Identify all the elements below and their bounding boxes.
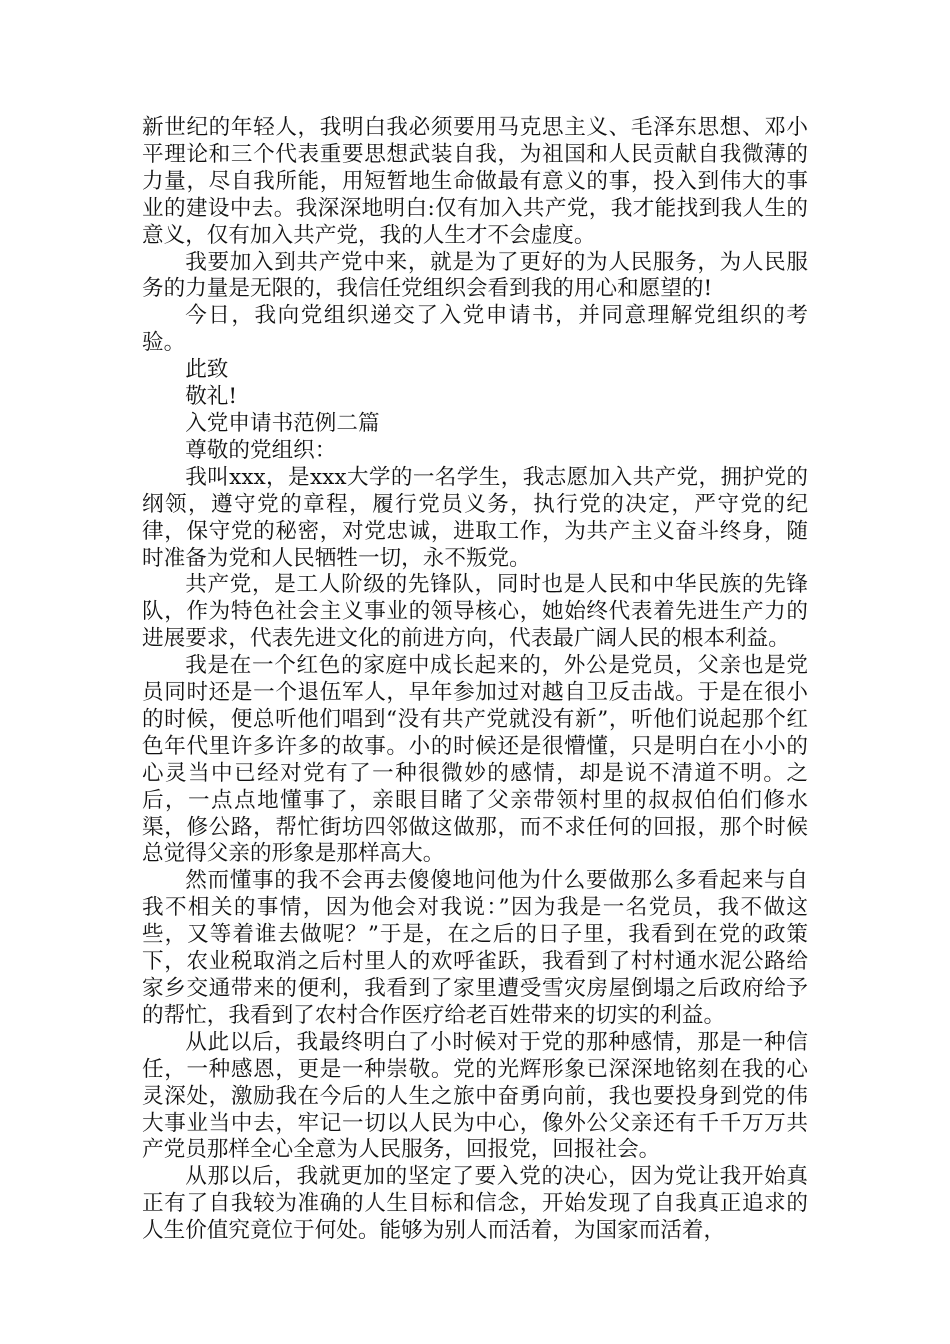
section-heading: 入党申请书范例二篇 bbox=[185, 410, 380, 436]
paragraph-11: 然而懂事的我不会再去傻傻地问他为什么要做那么多看起来与自我不相关的事情，因为他会对我说：”因为我是一名党员，我不做这些，又等着谁去做呢？”于是，在之后的日子里，我看到在党的政策下，农业税取消之后村里人的欢呼雀跃，我看到了村村通水泥公路给家乡交通带来的便利，我看到了家里遭受雪灾房屋倒塌之后政府给予的帮忙，我看到了农村合作医疗给老百姓带来的切实的利益。 bbox=[142, 868, 808, 1028]
paragraph-13: 从那以后，我就更加的坚定了要入党的决心，因为党让我开始真正有了自我较为准确的人生目标和信念，开始发现了自我真正追求的人生价值究竟位于何处。能够为别人而活着，为国家而活着， bbox=[142, 1164, 808, 1244]
paragraph-8: 我叫xxx，是xxx大学的一名学生，我志愿加入共产党，拥护党的纲领，遵守党的章程，履行党员义务，执行党的决定，严守党的纪律，保守党的秘密，对党忠诚，进取工作，为共产主义奋斗终身，随时准备为党和人民牺牲一切，永不叛党。 bbox=[142, 464, 808, 571]
paragraph-2: 我要加入到共产党中来，就是为了更好的为人民服务，为人民服务的力量是无限的，我信任党组织会看到我的用心和愿望的! bbox=[142, 249, 808, 302]
paragraph-12: 从此以后，我最终明白了小时候对于党的那种感情，那是一种信任，一种感恩，更是一种崇敬。党的光辉形象已深深地铭刻在我的心灵深处，激励我在今后的人生之旅中奋勇向前，我也要投身到党的伟大事业当中去，牢记一切以人民为中心，像外公父亲还有千千万万共产党员那样全心全意为人民服务，回报党，回报社会。 bbox=[142, 1029, 808, 1163]
greeting: 尊敬的党组织： bbox=[185, 437, 337, 463]
closing-salutation: 此致 bbox=[185, 357, 229, 383]
closing-respect: 敬礼! bbox=[185, 384, 238, 410]
paragraph-3: 今日，我向党组织递交了入党申请书，并同意理解党组织的考验。 bbox=[142, 303, 808, 356]
document-page bbox=[142, 115, 808, 1245]
paragraph-1: 新世纪的年轻人，我明白我必须要用马克思主义、毛泽东思想、邓小平理论和三个代表重要思想武装自我，为祖国和人民贡献自我微薄的力量，尽自我所能，用短暂地生命做最有意义的事，投入到伟大的事业的建设中去。我深深地明白:仅有加入共产党，我才能找到我人生的意义，仅有加入共产党，我的人生才不会虚度。 bbox=[142, 115, 808, 248]
paragraph-9: 共产党，是工人阶级的先锋队，同时也是人民和中华民族的先锋队，作为特色社会主义事业的领导核心，她始终代表着先进生产力的进展要求，代表先进文化的前进方向，代表最广阔人民的根本利益。 bbox=[142, 572, 808, 652]
paragraph-10: 我是在一个红色的家庭中成长起来的，外公是党员，父亲也是党员同时还是一个退伍军人，早年参加过对越自卫反击战。于是在很小的时候，便总听他们唱到“没有共产党就没有新”，听他们说起那个红色年代里许多许多的故事。小的时候还是很懵懂，只是明白在小小的心灵当中已经对党有了一种很微妙的感情，却是说不清道不明。之后，一点点地懂事了，亲眼目睹了父亲带领村里的叔叔伯伯们修水渠，修公路，帮忙街坊四邻做这做那，而不求任何的回报，那个时候总觉得父亲的形象是那样高大。 bbox=[142, 653, 808, 867]
